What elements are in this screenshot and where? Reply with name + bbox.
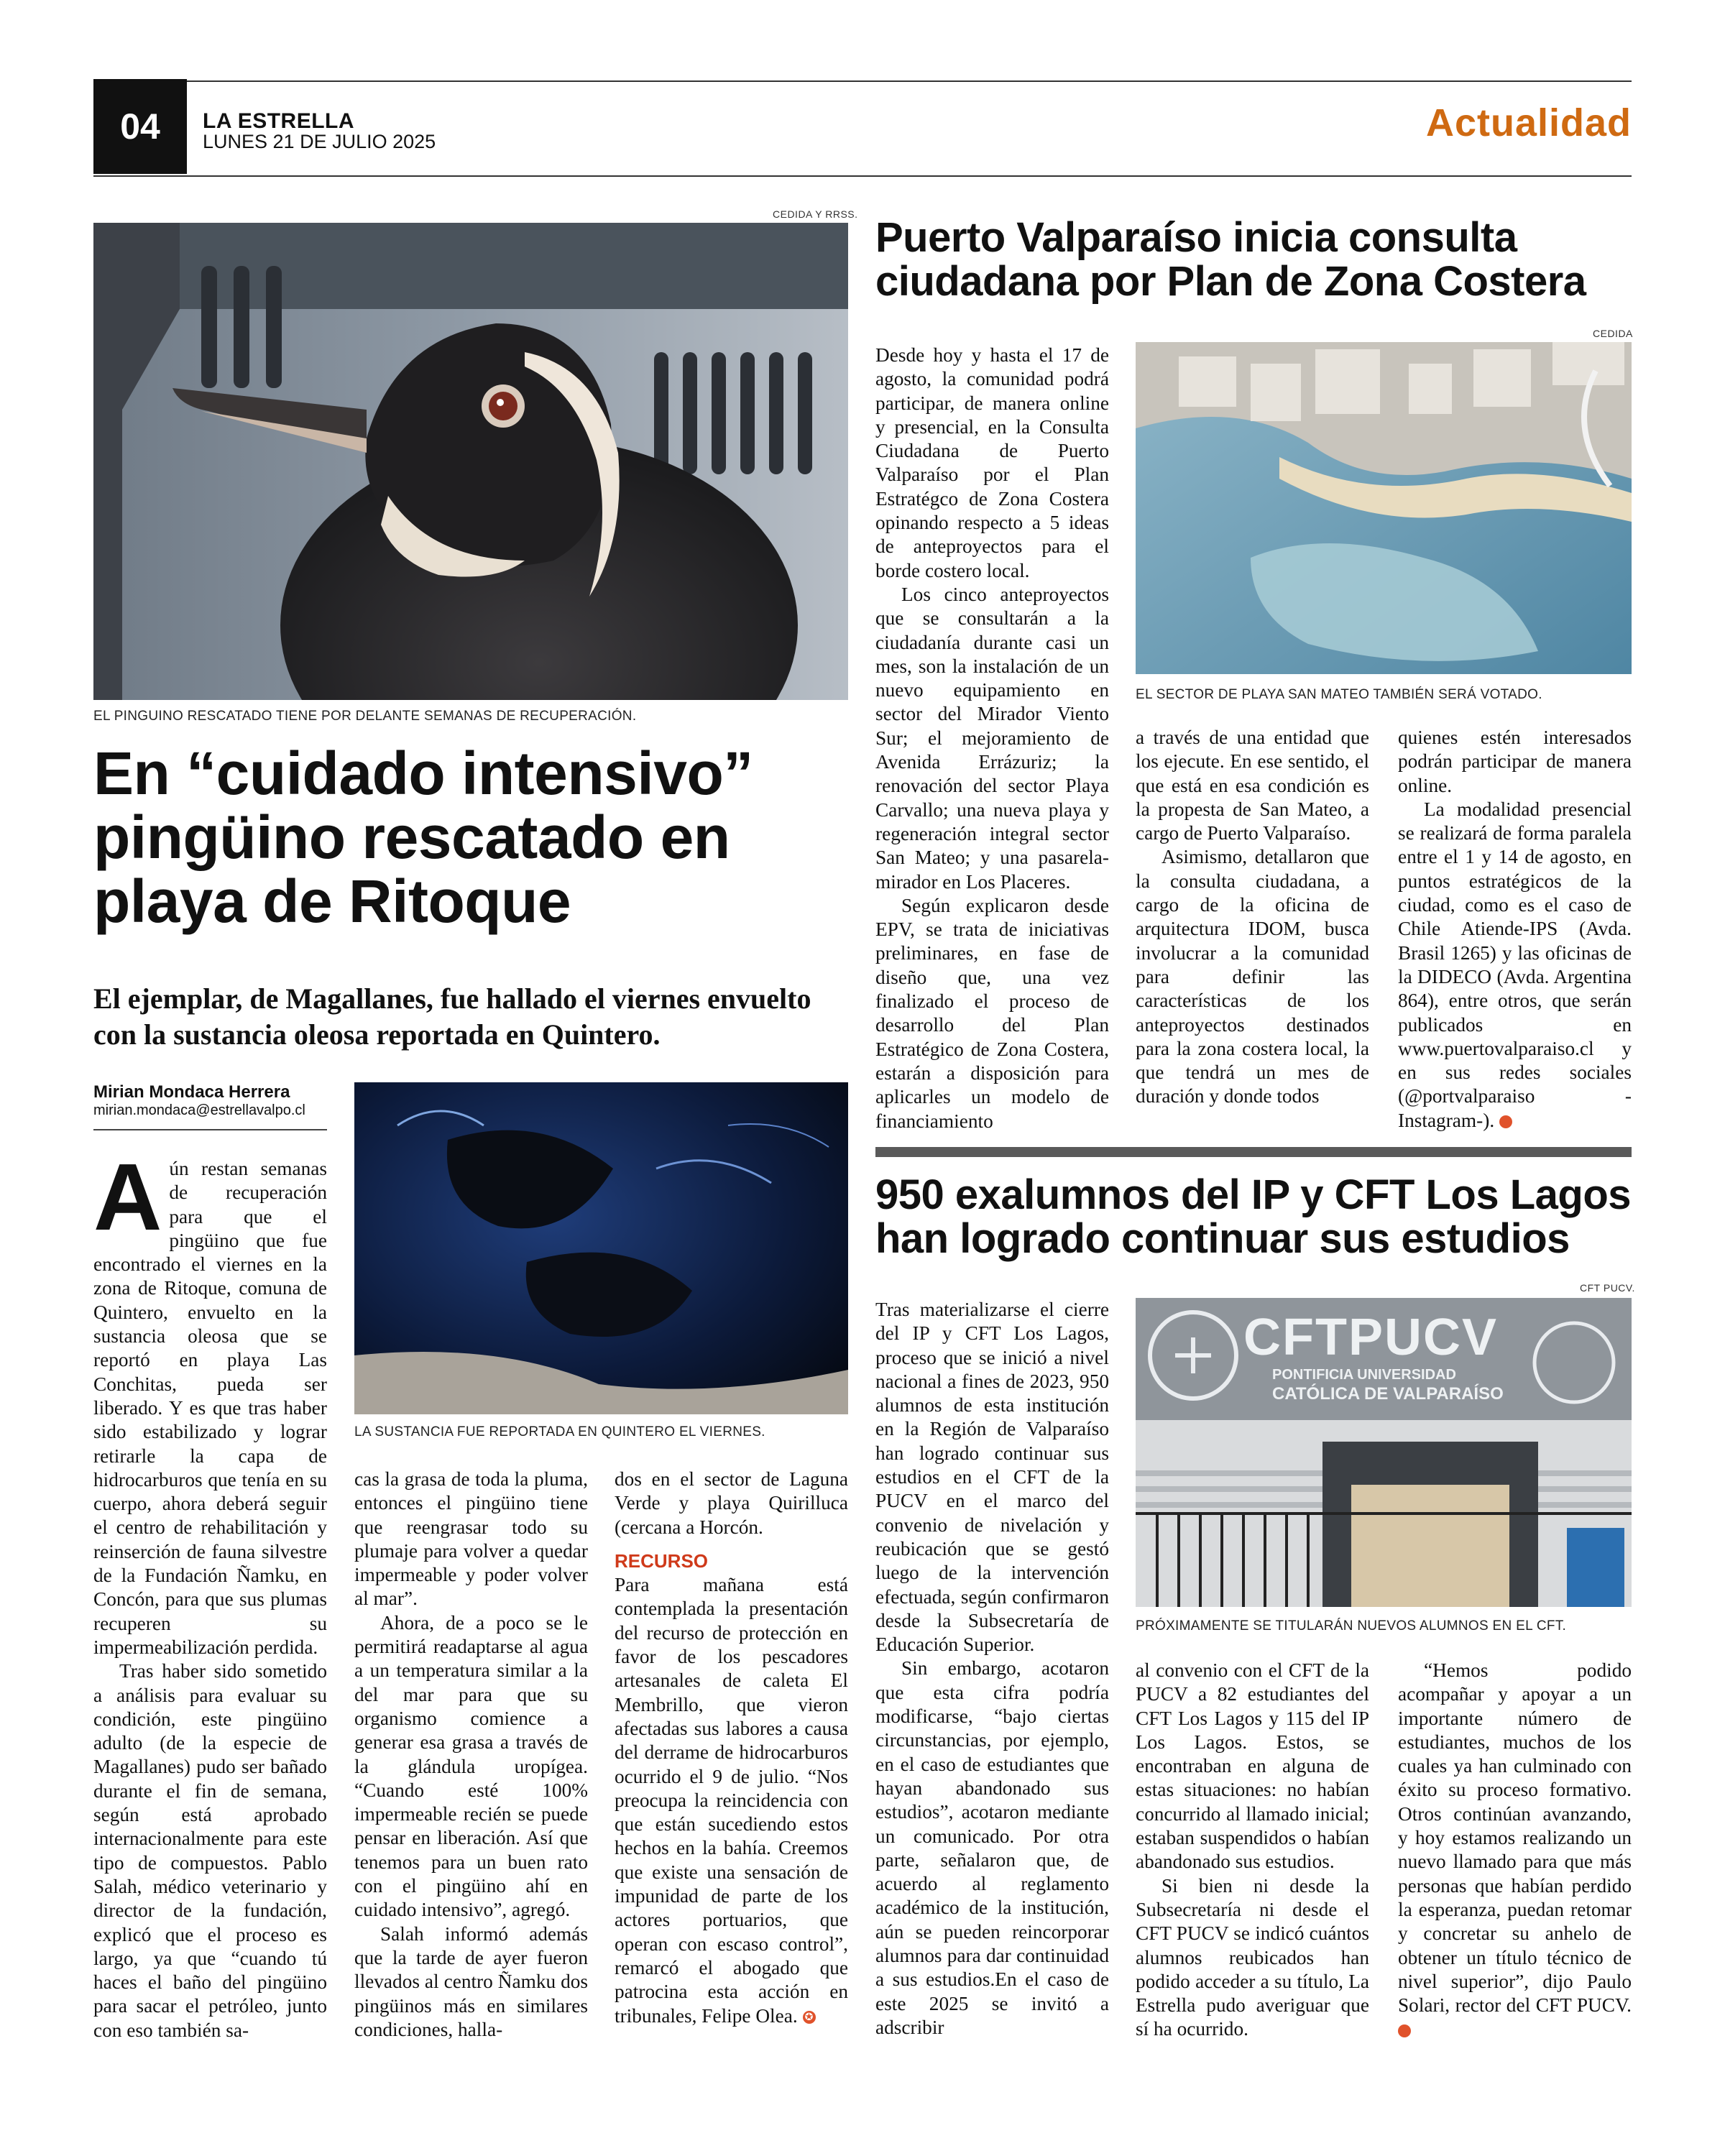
end-mark-icon: ✪	[1398, 2024, 1411, 2037]
puerto-body-col3	[1398, 726, 1632, 1136]
oil-photo-caption: LA SUSTANCIA FUE REPORTADA EN QUINTERO EL VIERNES.	[354, 1424, 765, 1439]
cft-paragraph-1: Tras materializarse el cierre del IP y CFT Los Lagos, proceso que se inició a nivel nacional a fines de 2023, 950 alumnos de esta institución en la Región de Valparaíso han logrado continuar sus estudios en el CFT de la PUCV en el marco del convenio de nivelación y reubicación que se gestó luego de la intervención efectuada, según confirmaron desde la Subsecretaría de Educación Superior.	[875, 1299, 1109, 1656]
penguin-body-col1	[93, 1157, 327, 2061]
recurso-kicker: RECURSO	[615, 1549, 709, 1572]
cft-paragraph-3: al convenio con el CFT de la PUCV a 82 estudiantes del CFT Los Lagos y 115 del IP Los Lagos. Estos, se encontraban en alguna de estas situaciones: no habían concurrido al llamado inicial; estaban suspendidos o habían abandonado sus estudios.	[1136, 1659, 1369, 1873]
penguin-paragraph-4: Ahora, de a poco se le permitirá readaptarse al agua a un temperatura similar a la del mar para que su organismo comience a generar esa grasa a través de la glándula uropígea. “Cuando esté 100% impermeable recién se puede pensar en liberación. Así que tenemos para un buen rato con el pingüino ahí en cuidado intensivo”, agregó.	[354, 1611, 588, 1921]
penguin-paragraph-7: Para mañana está contemplada la presentación del recurso de protección en favor de los pescadores artesanales de caleta El Membrillo, que vieron afectadas sus labores a causa del derrame de hidrocarburos ocurrido el 9 de julio. “Nos preocupa la reincidencia con que están sucediendo estos hechos en la bahía. Creemos que existe una sensación de impunidad de parte de los actores portuarios, que operan con escaso control”, remarcó el abogado que patrocina esta acción en tribunales, Felipe Olea.	[615, 1574, 848, 2027]
penguin-paragraph-3: cas la grasa de toda la pluma, entonces el pingüino tiene que reengrasar todo su plumaje para volver a quedar impermeable y poder volver al mar”.	[354, 1468, 588, 1610]
cft-photo-credit: CFT PUCV.	[1580, 1282, 1635, 1294]
penguin-paragraph-5: Salah informó además que la tarde de ayer fueron llevados al centro Ñamku dos pingüinos más en similares condiciones, halla-	[354, 1922, 588, 2040]
penguin-headline: En “cuidado intensivo” pingüino rescatado en playa de Ritoque	[93, 740, 753, 936]
page-number: 04	[93, 79, 187, 174]
puerto-photo-credit: CEDIDA	[1593, 328, 1633, 339]
cft-body-col2	[1136, 1659, 1369, 2068]
byline-rule	[93, 1129, 327, 1130]
penguin-subhead: El ejemplar, de Magallanes, fue hallado el viernes envuelto con la sustancia oleosa reportada en Quintero.	[93, 982, 811, 1051]
publication-date: LUNES 21 DE JULIO 2025	[203, 131, 436, 152]
cft-sign-line1: PONTIFICIA UNIVERSIDAD	[1272, 1367, 1456, 1383]
author-name: Mirian Mondaca Herrera	[93, 1082, 290, 1102]
drop-cap: A	[93, 1157, 162, 1250]
puerto-paragraph-2: Los cinco anteproyectos que se consultarán a la ciudadanía durante casi un mes, son la instalación de un nuevo equipamiento en sector del Mirador Viento Sur; el mejoramiento de Avenida Errázuriz; la renovación del sector Playa Carvallo; una nueva playa y regeneración integral sector San Mateo; y una pasarela-mirador en Los Placeres.	[875, 583, 1109, 893]
puerto-body-col2	[1136, 726, 1369, 1136]
cft-sign-line2: CATÓLICA DE VALPARAÍSO	[1272, 1384, 1504, 1404]
puerto-headline: Puerto Valparaíso inicia consulta ciudadana por Plan de Zona Costera	[875, 214, 1586, 305]
penguin-paragraph-6: dos en el sector de Laguna Verde y playa Quirilluca (cercana a Horcón.	[615, 1468, 848, 1538]
cft-paragraph-2: Sin embargo, acotaron que esta cifra podría modificarse, “bajo ciertas circunstancias, por ejemplo, en el caso de estudiantes que hayan abandonado sus estudios”, acotaron mediante un comunicado. Por otra parte, señalaron que, de acuerdo al reglamento académico de la institución, aún se pueden reincorporar alumnos para dar continuidad a sus estudios.En el caso de este 2025 se invitó a adscribir	[875, 1657, 1109, 2038]
penguin-photo-caption: EL PINGUINO RESCATADO TIENE POR DELANTE SEMANAS DE RECUPERACIÓN.	[93, 709, 637, 724]
cft-paragraph-5: “Hemos podido acompañar y apoyar a un importante número de estudiantes, muchos de los cuales ya han culminado con éxito su proceso formativo. Otros continúan avanzando, y hoy estamos realizando un nuevo llamado para que más personas que habían perdido la esperanza, puedan retomar y concretar su anhelo de obtener un título técnico de nivel superior”, dijo Paulo Solari, rector del CFT PUCV.	[1398, 1659, 1632, 2017]
puerto-paragraph-3: Según explicaron desde EPV, se trata de iniciativas preliminares, en fase de diseño que, una vez finalizado el proceso de desarrollo del Plan Estratégico de Zona Costera, estarán a disposición para aplicarles un modelo de financiamiento	[875, 894, 1109, 1132]
puerto-paragraph-7: La modalidad presencial se realizará de forma paralela entre el 1 y 14 de agosto, en puntos estratégicos de la ciudad, como es el caso de Chile Atiende-IPS (Avda. Brasil 1265) y las oficinas de la DIDECO (Avda. Argentina 864), entre otros, que serán publicados en www.puertovalparaiso.cl y en sus redes sociales (@portvalparaiso -Instagram-).	[1398, 798, 1632, 1131]
coastal-photo-caption: EL SECTOR DE PLAYA SAN MATEO TAMBIÉN SERÁ VOTADO.	[1136, 687, 1542, 702]
end-mark-icon: ✪	[1499, 1115, 1512, 1128]
section-title: Actualidad	[1425, 101, 1632, 144]
cft-building-photo	[1136, 1298, 1632, 1607]
puerto-paragraph-6: quienes estén interesados podrán participar de manera online.	[1398, 727, 1632, 796]
top-rule	[93, 80, 1632, 82]
penguin-body-col2	[354, 1468, 588, 2061]
cft-sign-text: CFTPUCV	[1243, 1309, 1498, 1366]
puerto-paragraph-4: a través de una entidad que los ejecute. En ese sentido, el que está en esa condición es la propesta de San Mateo, a cargo de Puerto Valparaíso.	[1136, 727, 1369, 844]
puerto-paragraph-1: Desde hoy y hasta el 17 de agosto, la comunidad podrá participar, de manera online y presencial, en la Consulta Ciudadana de Puerto Valparaíso por el Plan Estratégco de Zona Costera opinando respecto a 5 ideas de anteproyectos para el borde costero local.	[875, 344, 1109, 581]
section-divider	[875, 1147, 1632, 1157]
author-email[interactable]: mirian.mondaca@estrellavalpo.cl	[93, 1102, 305, 1118]
penguin-photo-credit: CEDIDA Y RRSS.	[773, 208, 858, 220]
puerto-paragraph-5: Asimismo, detallaron que la consulta ciudadana, a cargo de la oficina de arquitectura IDOM, busca involucrar a la comunidad para definir las características de los anteproyectos destinados para la zona costera local, la que tendrá un mes de duración y donde todos	[1136, 846, 1369, 1107]
end-mark-icon: ✪	[803, 2011, 816, 2024]
cft-body-col1	[875, 1298, 1109, 2067]
penguin-body-col3	[615, 1468, 848, 2064]
penguin-paragraph-1: ún restan semanas de recuperación para que el pingüino que fue encontrado el viernes en la zona de Ritoque, comuna de Quintero, envuelto en la sustancia oleosa que se reportó en playa Las Conchitas, pueda ser liberado. Y es que tras haber sido estabilizado y lograr retirarle la capa de hidrocarburos que tenía en su cuerpo, ahora deberá seguir el centro de rehabilitación y reinserción de fauna silvestre de la Fundación Ñamku, en Concón, para que sus plumas recuperen su impermeabilización perdida.	[93, 1158, 327, 1658]
publication-name: LA ESTRELLA	[203, 109, 355, 133]
header-rule	[93, 175, 1632, 177]
cft-headline: 950 exalumnos del IP y CFT Los Lagos han logrado continuar sus estudios	[875, 1171, 1632, 1263]
coastal-photo	[1136, 342, 1632, 674]
cft-photo-caption: PRÓXIMAMENTE SE TITULARÁN NUEVOS ALUMNOS EN EL CFT.	[1136, 1618, 1567, 1634]
oil-substance-photo	[354, 1082, 848, 1414]
cft-paragraph-4: Si bien ni desde la Subsecretaría ni desde el CFT PUCV se indicó cuántos alumnos reubicados han podido acceder a su título, La Estrella pudo averiguar que sí ha ocurrido.	[1136, 1874, 1369, 2040]
cft-body-col3	[1398, 1659, 1632, 2068]
puerto-body-col1	[875, 344, 1109, 1136]
penguin-paragraph-2: Tras haber sido sometido a análisis para evaluar su condición, este pingüino adulto (de la especie de Magallanes) pudo ser bañado durante el fin de semana, según está aprobado internacionalmente para este tipo de compuestos. Pablo Salah, médico veterinario y director de la fundación, explicó que el proceso es largo, ya que “cuando tú haces el baño del pingüino para sacar el petróleo, junto con eso también sa-	[93, 1660, 327, 2041]
penguin-photo	[93, 223, 848, 700]
